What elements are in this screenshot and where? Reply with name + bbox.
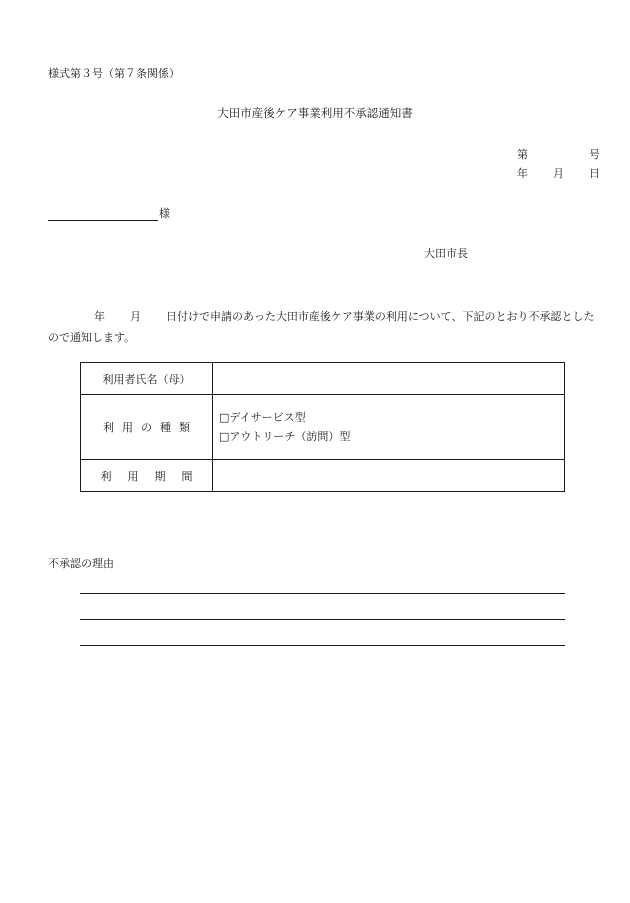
document-title: 大田市産後ケア事業利用不承認通知書 [217,106,413,120]
info-table [80,362,565,492]
form-label: 様式第３号（第７条関係） [48,67,180,80]
date-day-label: 日 [589,167,600,180]
option-outreach[interactable]: □アウトリーチ（訪問）型 [219,430,351,443]
date-year-label: 年 [517,167,528,180]
notice-body [48,306,603,348]
recipient-honorific: 様 [159,207,170,220]
doc-number-go: 号 [589,148,600,161]
body-year-label: 年 [94,310,105,323]
body-text: 日付けで申請のあった大田市産後ケア事業の利用について、下記のとおり不承認としたので通知します。 [48,310,595,344]
issuer-name: 大田市長 [424,247,468,260]
reason-line-1 [80,593,565,594]
reason-label: 不承認の理由 [48,557,114,570]
reason-line-3 [80,645,565,646]
body-month-label: 月 [130,310,141,323]
doc-number-dai: 第 [517,148,528,161]
reason-line-2 [80,619,565,620]
table-row [81,363,565,395]
table-label-user-name: 利用者氏名（母） [81,363,213,395]
recipient [48,207,170,221]
table-row [81,395,565,460]
table-row [81,460,565,492]
table-label-usage-period: 利用期間 [81,460,213,492]
recipient-name-line [48,207,158,221]
date-month-label: 月 [553,167,564,180]
usage-period-field[interactable] [213,460,565,492]
table-label-usage-type: 利用の種類 [81,395,213,460]
usage-type-options [213,395,565,460]
option-day-service[interactable]: □デイサービス型 [219,411,306,424]
user-name-field[interactable] [213,363,565,395]
